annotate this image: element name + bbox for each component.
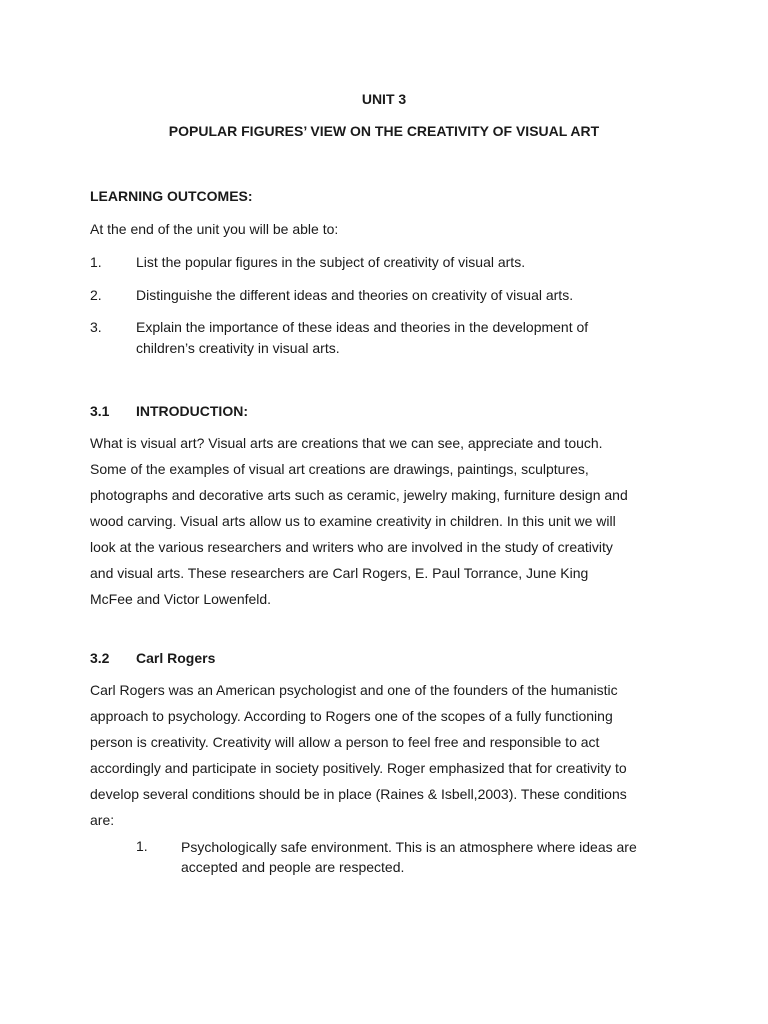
unit-title: POPULAR FIGURES’ VIEW ON THE CREATIVITY OF VISUAL ART: [168, 123, 600, 139]
section-number: 3.2: [90, 650, 110, 666]
paragraph-line: person is creativity. Creativity will allow a person to feel free and responsible to act: [90, 734, 600, 750]
paragraph-line: wood carving. Visual arts allow us to examine creativity in children. In this unit we will: [90, 513, 616, 529]
condition-item: [181, 837, 701, 877]
unit-label: UNIT 3: [361, 91, 407, 107]
outcome-number: 3.: [90, 319, 102, 335]
section-title: Carl Rogers: [136, 650, 216, 666]
paragraph-line: look at the various researchers and writers who are involved in the study of creativity: [90, 539, 613, 555]
condition-number: 1.: [136, 838, 148, 854]
condition-line: accepted and people are respected.: [181, 859, 405, 875]
outcome-item: [136, 285, 696, 306]
outcome-number: 1.: [90, 254, 102, 270]
paragraph-line: McFee and Victor Lowenfeld.: [90, 591, 272, 607]
outcome-line: List the popular figures in the subject of creativity of visual arts.: [136, 254, 526, 270]
paragraph-line: approach to psychology. According to Rogers one of the scopes of a fully functioning: [90, 708, 613, 724]
condition-line: Psychologically safe environment. This is an atmosphere where ideas are: [181, 839, 637, 855]
paragraph-line: Carl Rogers was an American psychologist and one of the founders of the humanistic: [90, 682, 618, 698]
section-title: INTRODUCTION:: [136, 403, 248, 419]
paragraph-line: photographs and decorative arts such as ceramic, jewelry making, furniture design and: [90, 487, 628, 503]
paragraph-line: develop several conditions should be in place (Raines & Isbell,2003). These conditions: [90, 786, 627, 802]
paragraph-line: Some of the examples of visual art creations are drawings, paintings, sculptures,: [90, 461, 589, 477]
outcomes-intro: At the end of the unit you will be able to:: [90, 221, 339, 237]
learning-outcomes-heading: LEARNING OUTCOMES:: [90, 188, 253, 204]
carl-rogers-paragraph: [90, 677, 690, 833]
outcome-line: Distinguishe the different ideas and theories on creativity of visual arts.: [136, 287, 574, 303]
paragraph-line: What is visual art? Visual arts are creations that we can see, appreciate and touch.: [90, 435, 603, 451]
section-number: 3.1: [90, 403, 110, 419]
outcome-line: Explain the importance of these ideas and theories in the development of: [136, 319, 589, 335]
outcome-item: [136, 252, 696, 273]
paragraph-line: and visual arts. These researchers are Carl Rogers, E. Paul Torrance, June King: [90, 565, 589, 581]
outcome-line: children’s creativity in visual arts.: [136, 340, 340, 356]
outcome-item: [136, 317, 696, 359]
paragraph-line: accordingly and participate in society positively. Roger emphasized that for creativity to: [90, 760, 627, 776]
introduction-paragraph: [90, 430, 690, 612]
outcome-number: 2.: [90, 287, 102, 303]
paragraph-line: are:: [90, 812, 115, 828]
